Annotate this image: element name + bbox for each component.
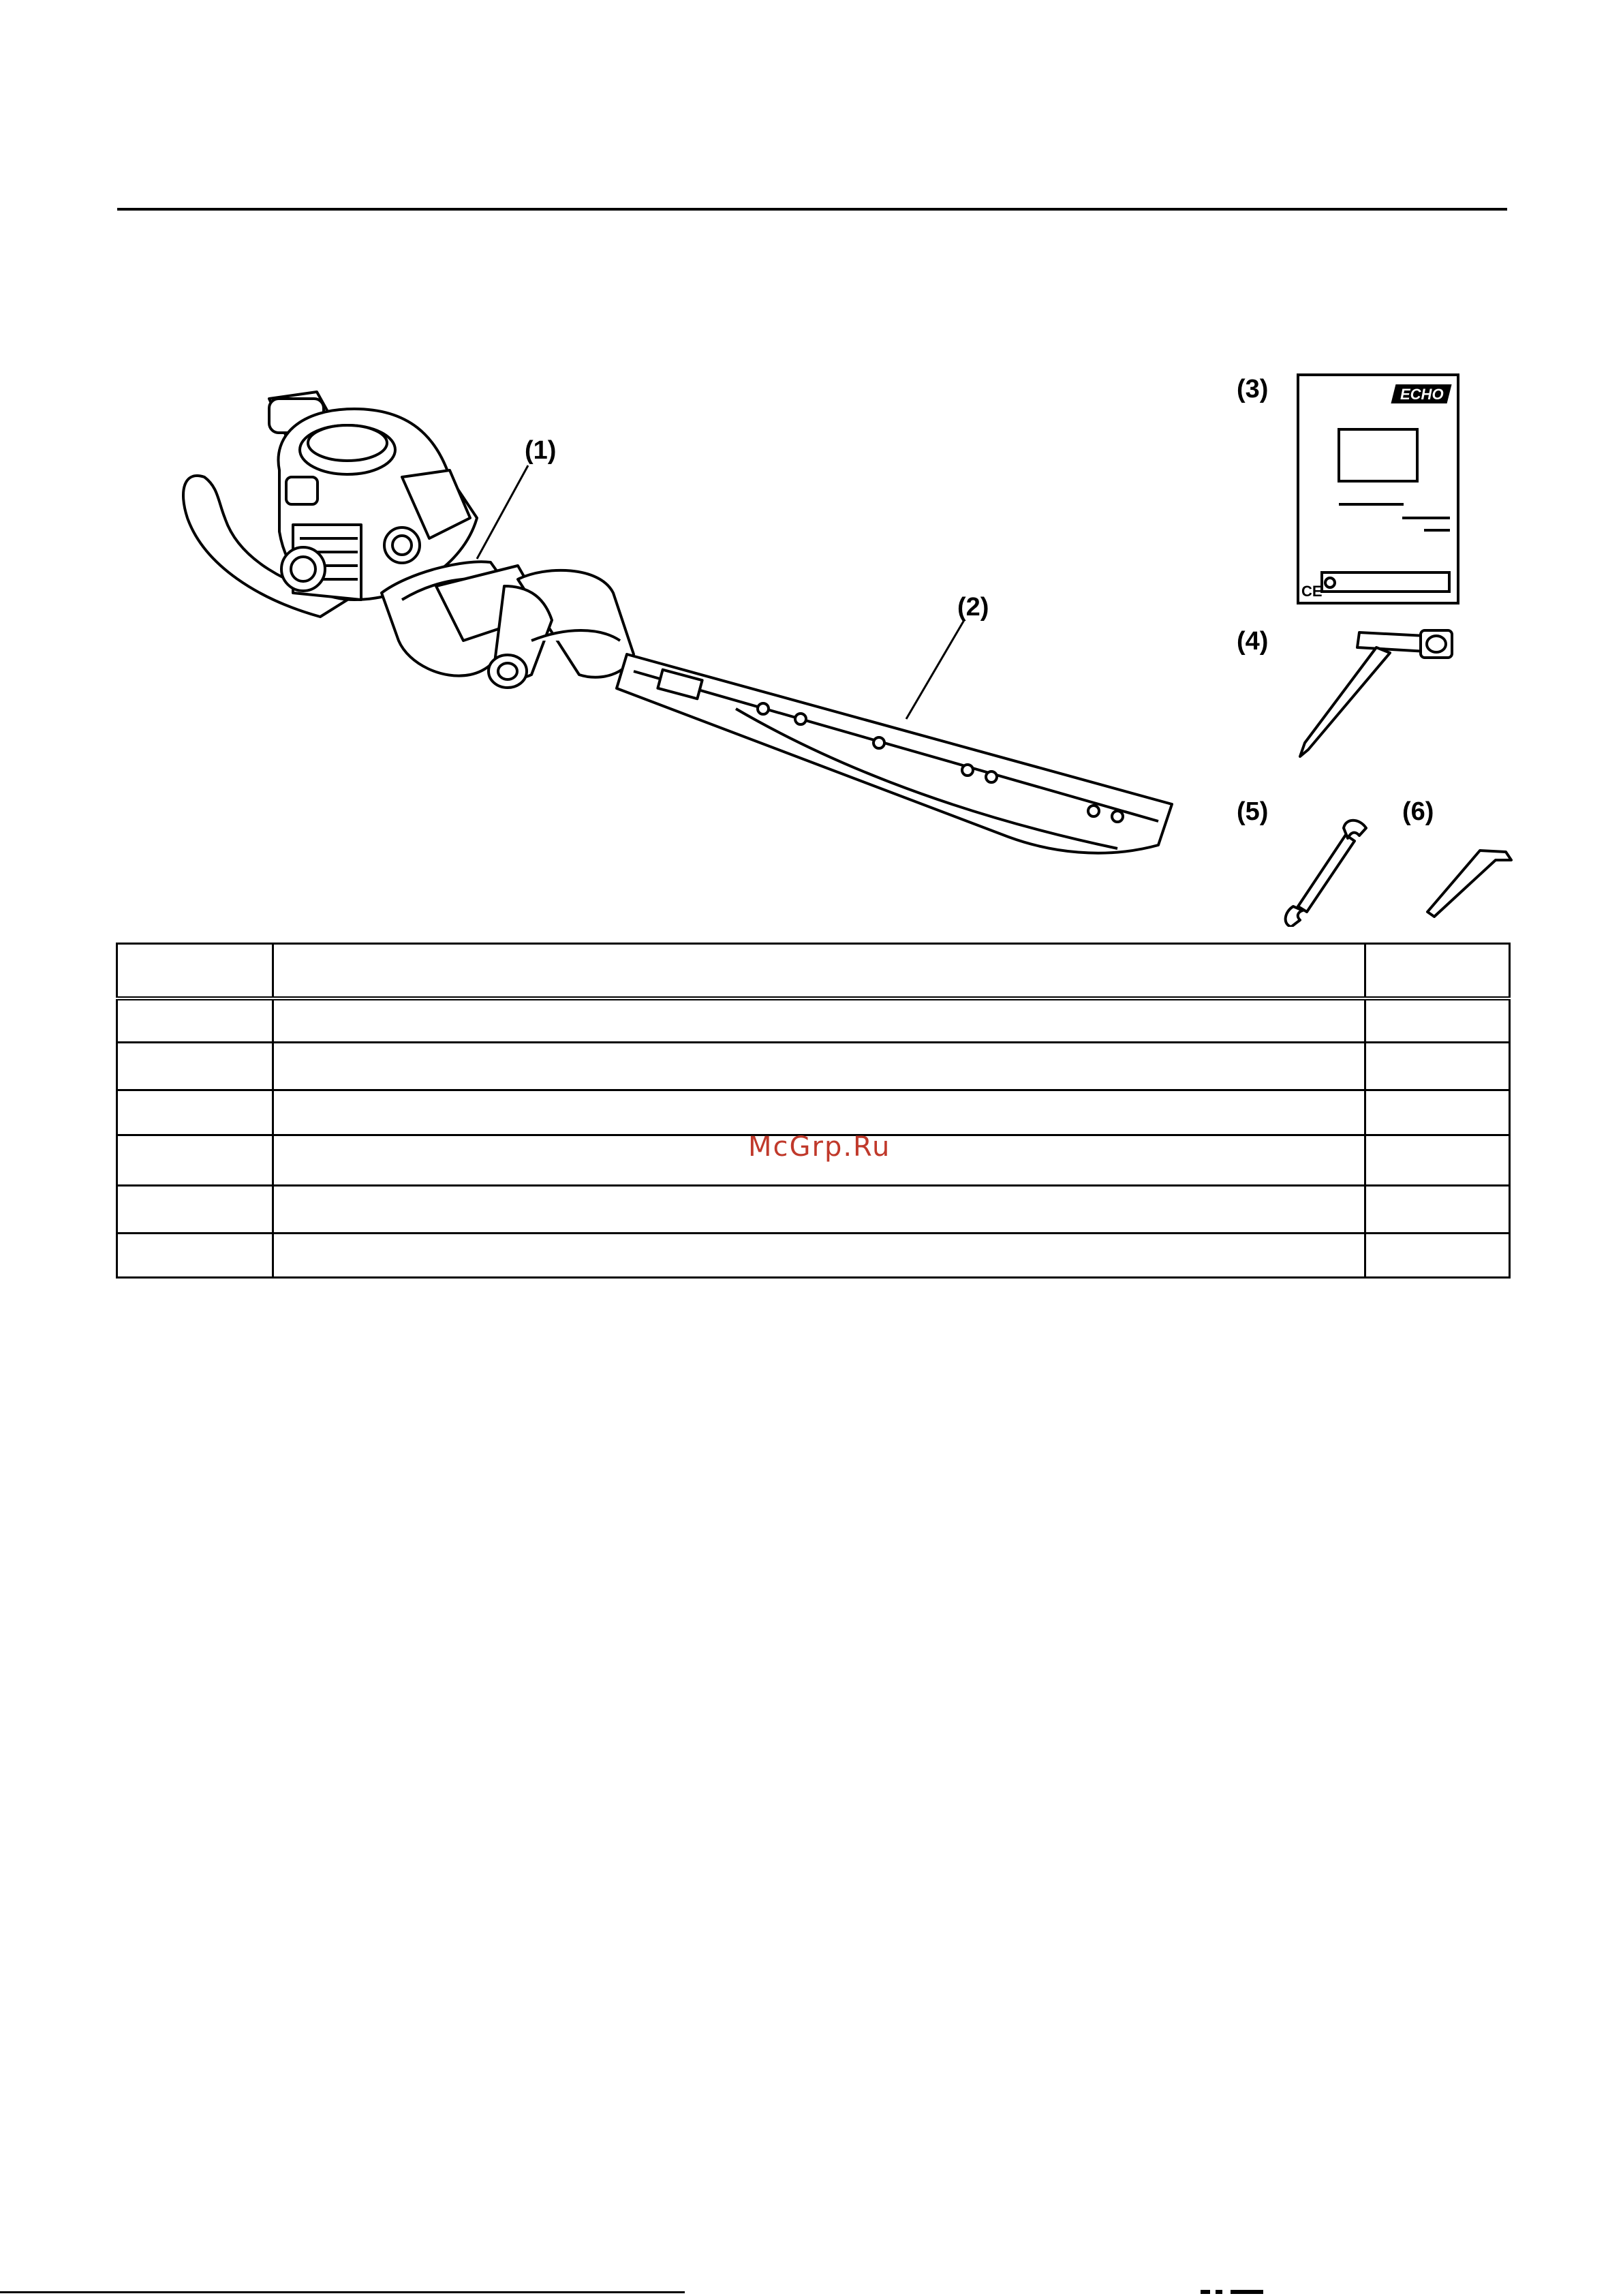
table-cell xyxy=(273,1234,1365,1278)
manual-brand-text: ECHO xyxy=(1400,386,1444,403)
hex-wrench-icon xyxy=(1427,851,1511,917)
table-cell xyxy=(273,1043,1365,1090)
table-cell xyxy=(117,1186,273,1234)
callout-4: (4) xyxy=(1237,627,1269,656)
callout-1: (1) xyxy=(525,436,557,465)
table-cell xyxy=(1365,944,1510,998)
table-cell xyxy=(117,1135,273,1186)
table-cell xyxy=(1365,1234,1510,1278)
table-cell xyxy=(117,1090,273,1135)
table-cell xyxy=(273,1090,1365,1135)
table-cell xyxy=(117,944,273,998)
table-cell xyxy=(1365,998,1510,1043)
table-cell xyxy=(1365,1043,1510,1090)
table-header-row xyxy=(117,944,1510,998)
callout-2: (2) xyxy=(957,593,989,622)
callout-3: (3) xyxy=(1237,375,1269,403)
callout-6: (6) xyxy=(1402,797,1434,826)
table-cell xyxy=(273,1186,1365,1234)
open-end-spanner-icon xyxy=(1286,821,1366,927)
cutter-blade-icon xyxy=(617,654,1172,853)
footer-mark-icon xyxy=(1201,2290,1263,2294)
table-row xyxy=(117,1234,1510,1278)
bottom-rule xyxy=(0,2291,685,2293)
spark-plug-wrench-icon xyxy=(1300,630,1452,756)
parts-list-table xyxy=(116,943,1511,1279)
parts-illustration xyxy=(0,0,1623,927)
watermark-text: McGrp.Ru xyxy=(748,1131,891,1163)
table-cell xyxy=(117,1234,273,1278)
table-cell xyxy=(1365,1135,1510,1186)
callout-5: (5) xyxy=(1237,797,1269,826)
table-cell xyxy=(273,998,1365,1043)
table-cell xyxy=(117,998,273,1043)
table-cell xyxy=(117,1043,273,1090)
front-handle-icon xyxy=(489,570,634,688)
table-row xyxy=(117,1090,1510,1135)
table-row xyxy=(117,998,1510,1043)
table-cell xyxy=(273,944,1365,998)
operators-manual-icon xyxy=(1298,375,1458,603)
table-cell xyxy=(1365,1186,1510,1234)
table-row xyxy=(117,1043,1510,1090)
table-row xyxy=(117,1186,1510,1234)
manual-mark-text: CE xyxy=(1301,583,1323,600)
table-cell xyxy=(1365,1090,1510,1135)
